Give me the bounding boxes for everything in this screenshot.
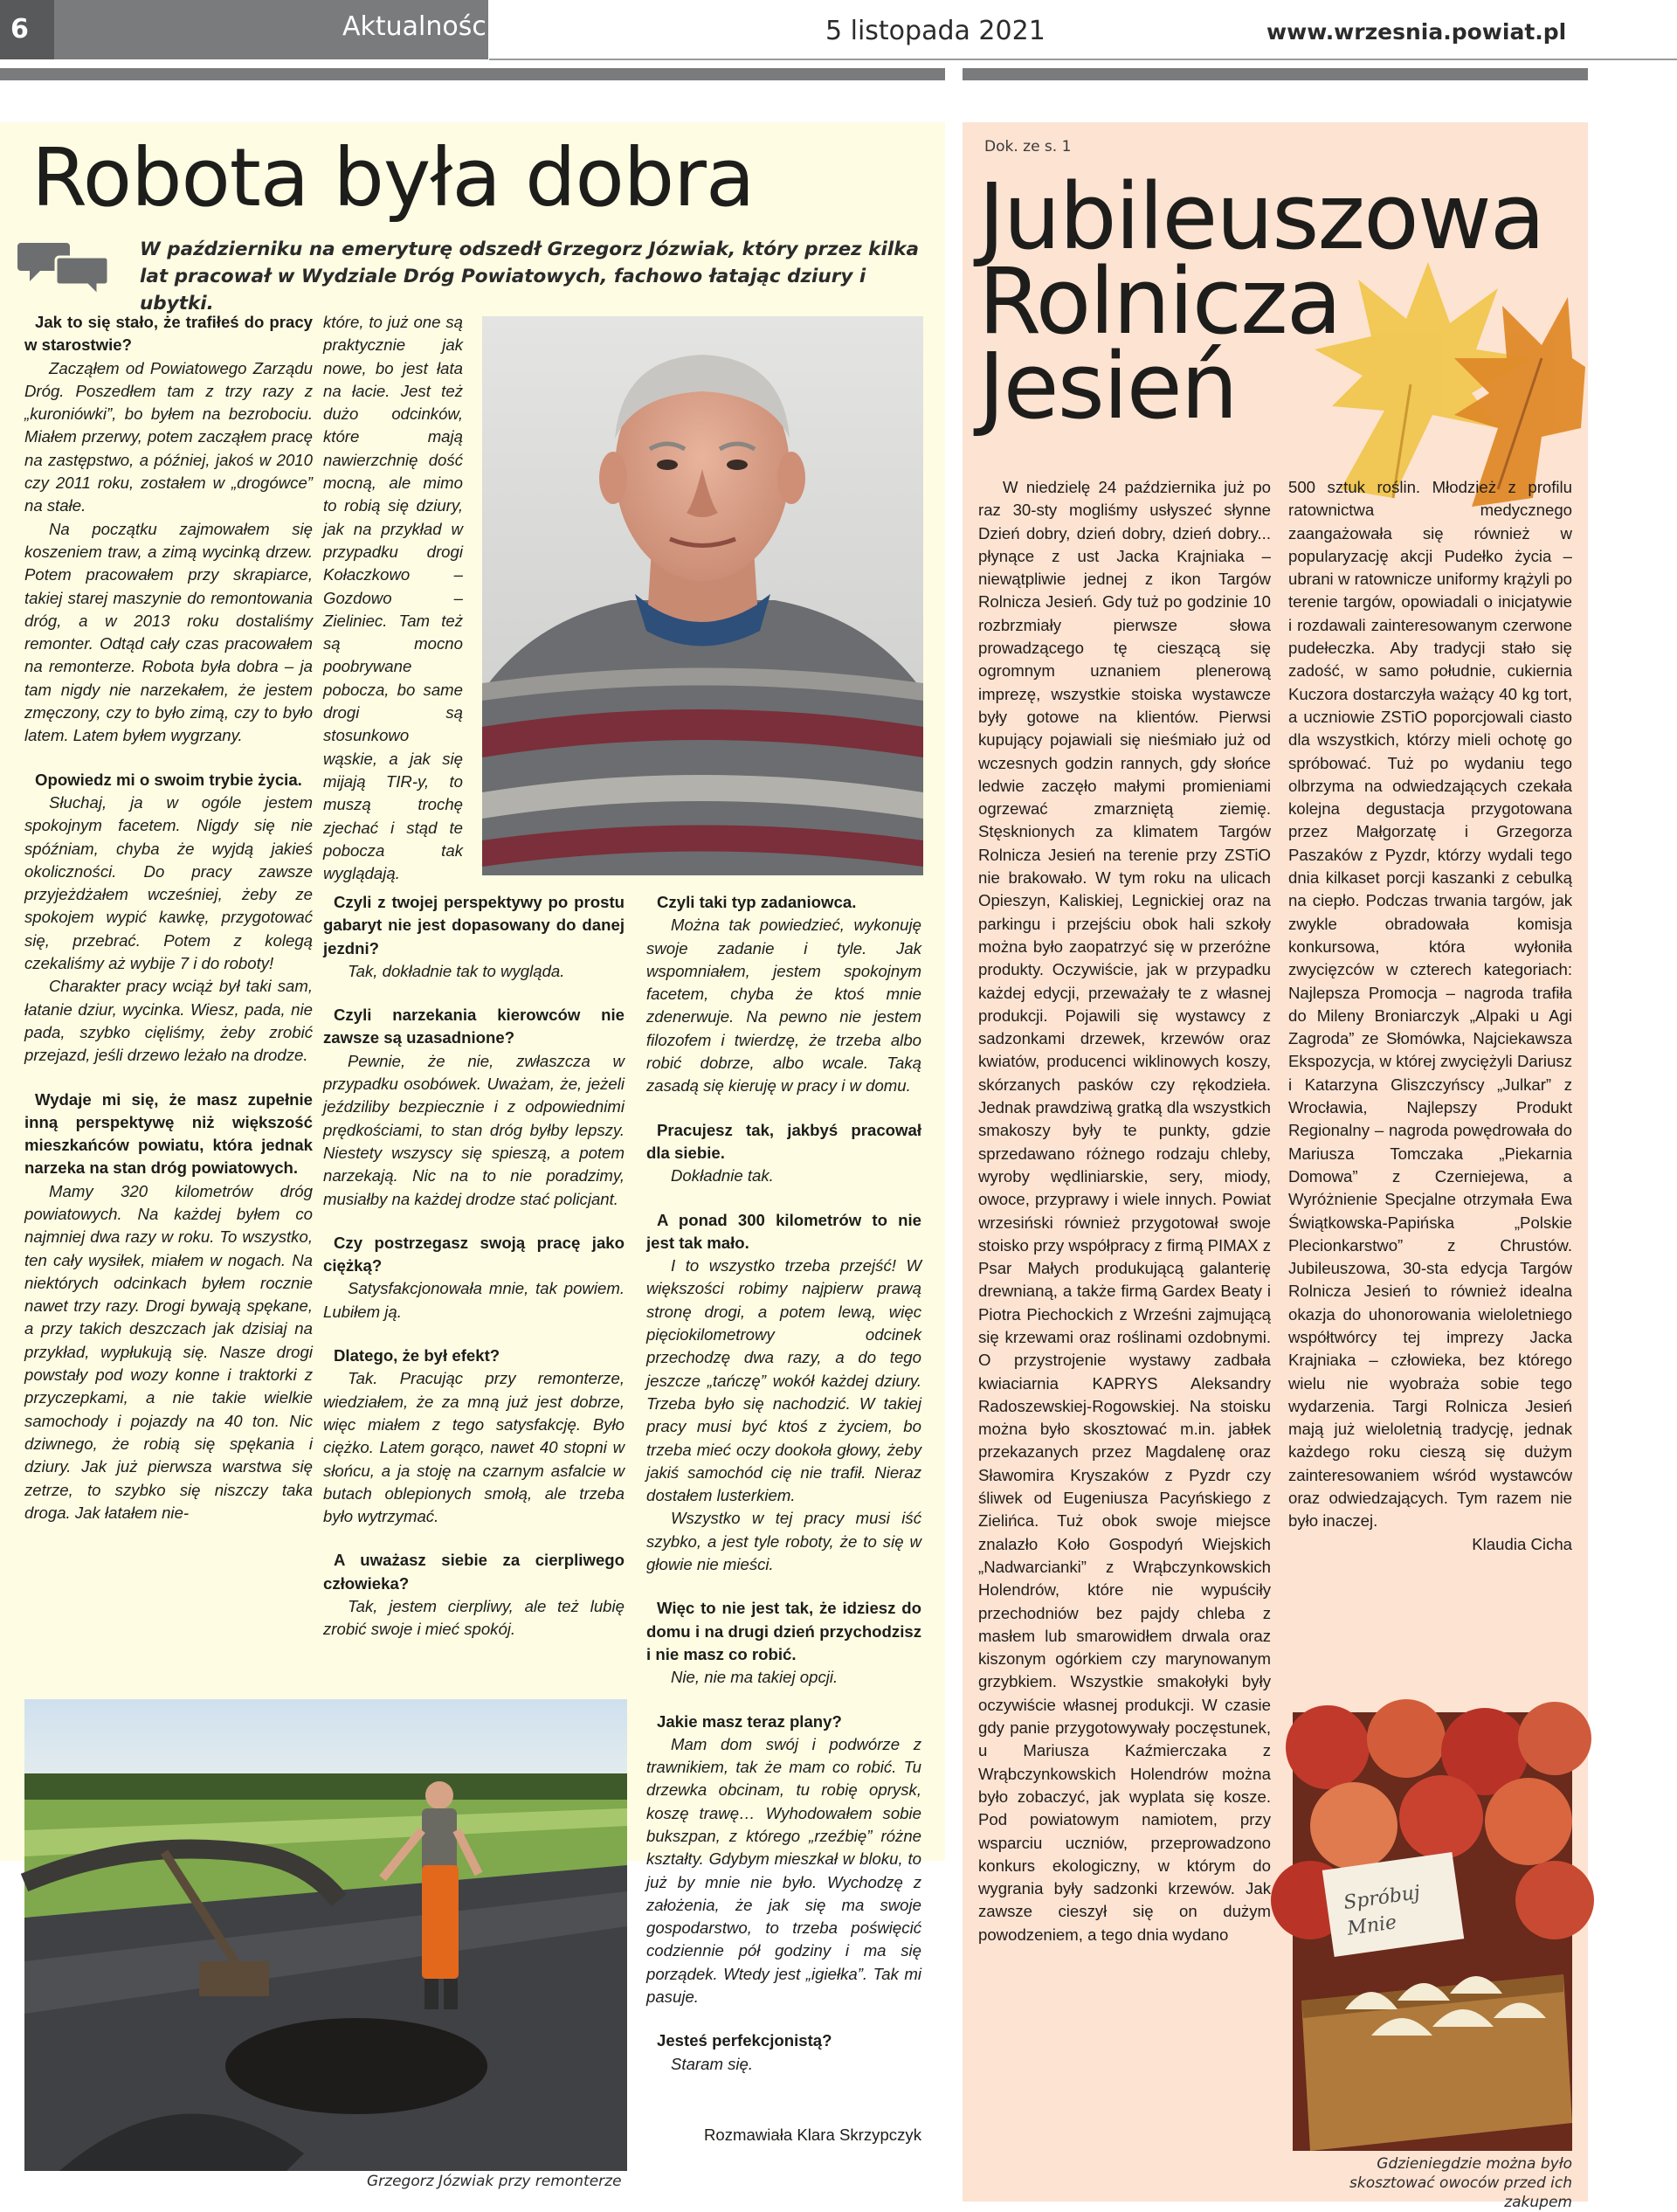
- fair-column-2: [1288, 476, 1572, 1556]
- right-article-title: [978, 163, 1544, 439]
- interview-answer: Dokładnie tak.: [671, 1166, 774, 1185]
- interview-answer: Na początku zajmowałem się koszeniem traw, a zimą wycinką drzew. Potem pracowałem przy skrapiarce, takiej starej maszynie do remontowania dróg, a w 2013 roku dostaliśmy remonter. Odtąd cały czas pracowałem na remonterze. Robota była dobra – ja tam nigdy nie narzekałem, że jestem zmęczony, czy to było zimą, czy to było latem. Latem byłem wygrzany.: [24, 519, 313, 745]
- interview-credit: Rozmawiała Klara Skrzypczyk: [703, 2126, 921, 2144]
- page-number: 6: [0, 0, 54, 59]
- interview-answer: Tak, jestem cierpliwy, ale też lubię zrobić swoje i mieć spokój.: [323, 1597, 625, 1639]
- interview-question: Opowiedz mi o swoim trybie życia.: [35, 770, 302, 789]
- interview-question: A uważasz siebie za cierpliwego człowieka?: [323, 1551, 625, 1593]
- interview-answer: Można tak powiedzieć, wykonuję swoje zadanie i tyle. Jak wspomniałem, jestem spokojnym facetem, chyba że ktoś mnie zdenerwuje. Na pewno nie jestem filozofem i twierdzę, że trzeba albo robić dobrze, albo wcale. Taką zasadą się kieruję w pracy i w domu.: [646, 916, 921, 1096]
- fair-author: Klaudia Cicha: [1472, 1534, 1572, 1553]
- site-url[interactable]: www.wrzesnia.powiat.pl: [1266, 19, 1567, 45]
- interview-question: Jesteś perfekcjonistą?: [657, 2031, 832, 2050]
- header-bar-left: [0, 68, 945, 80]
- interview-answer: Staram się.: [671, 2054, 754, 2073]
- issue-date: 5 listopada 2021: [825, 16, 1046, 46]
- fair-column-1: [978, 476, 1271, 1946]
- interview-question: Czyli z twojej perspektywy po prostu gabaryt nie jest dopasowany do danej jezdni?: [323, 893, 625, 957]
- speech-bubbles-icon: [17, 238, 114, 299]
- interview-column-2b: [323, 891, 625, 1642]
- interview-question: Czy postrzegasz swoją pracę jako ciężką?: [323, 1233, 625, 1275]
- interview-question: Dlatego, że był efekt?: [334, 1346, 500, 1365]
- interview-answer: Wszystko w tej pracy musi iść szybko, a jest tyle roboty, że to się w głowie nie mieści.: [646, 1509, 921, 1574]
- section-label: Aktualności: [54, 0, 488, 59]
- apples-photo: [1293, 1712, 1572, 2151]
- road-repair-photo: [24, 1699, 627, 2171]
- left-article-title: Robota była dobra: [31, 131, 755, 225]
- interview-answer: Satysfakcjonowała mnie, tak powiem. Lubiłem ją.: [323, 1279, 625, 1321]
- interview-answer: Pewnie, że nie, zwłaszcza w przypadku osobówek. Uważam, że, jeżeli jeździliby bezpiecznie i z odpowiednimi prędkościami, to stan dróg byłby lepszy. Niestety wszyscy się spieszą, a potem narzekają. Nic na to nie poradzimy, musiałby na każdej drodze stać policjant.: [323, 1051, 625, 1208]
- interview-answer: Nie, nie ma takiej opcji.: [671, 1668, 838, 1687]
- fair-paragraph-2: 500 sztuk roślin. Młodzież z profilu ratownictwa medycznego zaangażowała się również w popularyzację akcji Pudełko życia – ubrani w ratownicze uniformy krążyli po terenie targów, opowiadali o inicjatywie i rozdawali zainteresowanym czerwone pudełeczka. Aby tradycji stało się zadość, w samo południe, cukiernia Kuczora dostarczyła ważący 40 kg tort, a uczniowie ZSTiO poporcjowali ciasto dla wszystkich, którzy mieli ochotę go spróbować. Tuż po wydaniu tego olbrzyma na odwiedzających czekała kolejna degustacja przygotowana przez Małgorzatę i Grzegorza Paszaków z Pyzdr, którzy wydali tego dnia kilkaset porcji kaszanki z cebulką na ciepło. Podczas trwania targów, jak zwykle obradowała komisja konkursowa, która wyłoniła zwycięzców w czterech kategoriach: Najlepsza Promocja – nagroda trafiła do Mileny Broniarczyk „Alpaki u Agi Zagroda” ze Słomówka, Najciekawsza Ekspozycja, w której zwyciężyli Dariusz i Katarzyna Gliszczyńscy „Julkar” z Wrocławia, Najlepszy Produkt Regionalny – nagroda powędrowała do Mariusza Tomczaka „Piekarnia Domowa” z Czerniejewa, a Wyróżnienie Specjalne otrzymała Ewa Świątkowska-Papińska „Polskie Plecionkarstwo” z Chrustów. Jubileuszowa, 30-sta edycja Targów Rolnicza Jesień to również idealna okazja do uhonorowania wieloletniego współtwórcy tej imprezy Jacka Krajniaka – człowieka, bez którego wielu nie wyobraża sobie tego wydarzenia. Targi Rolnicza Jesień mają już wieloletnią tradycję, jednak każdego roku cieszą się dużym zainteresowaniem wśród wystawców oraz odwiedzających. Tym razem nie było inaczej.: [1288, 478, 1572, 1531]
- fair-paragraph-1: W niedzielę 24 października już po raz 30-sty mogliśmy usłyszeć słynne Dzień dobry, dzień dobry, dzień dobry... płynące z ust Jacka Krajniaka – niewątpliwie jednej z ikon Targów Rolnicza Jesień. Gdy tuż po godzinie 10 rozbrzmiały pierwsze słowa prowadzącego tę cieszącą się ogromnym uznaniem plenerową imprezę, wszystkie stoiska wystawcze były gotowe na klientów. Pierwsi kupujący pojawiali się nieśmiało już od wczesnych godzin rannych, gdy słońce ledwie zaczęło małymi promieniami ogrzewać zmarzniętą ziemię. Stęsknionych za klimatem Targów Rolnicza Jesień na terenie przy ZSTiO nie brakowało. W tym roku na ulicach Opieszyn, Kaliskiej, Legnickiej oraz na parkingu i przejściu obok hali szkoły można było zaopatrzyć się w przeróżne produkty. Oczywiście, jak w przypadku każdej edycji, przeważały te z własnej produkcji. Pojawili się wystawcy z sadzonkami drzewek, krzewów oraz kwiatów, producenci wiklinowych koszy, skórzanych pasków czy rękodzieła. Jednak prawdziwą gratką dla wszystkich smakoszy były te punkty, gdzie sprzedawano różnego rodzaju chleby, wyroby wędliniarskie, sery, miody, owoce, przyprawy i wiele innych. Powiat wrzesiński również przygotował swoje stoisko przy współpracy z firmą PIMAX z Psar Małych produkującą galanterię drewnianą, a także firmą Gardex Beaty i Piotra Piechockich z Wrześni zajmującą się krzewami oraz roślinami ozdobnymi. O przystrojenie wystawy zadbała kwiaciarnia KAPRYS Aleksandry Radoszewskiej-Rogowskiej. Na stoisku można było skosztować m.in. jabłek przekazanych przez Magdalenę oraz Sławomira Kryszaków z Pyzdr czy śliwek od Eugeniusza Pacyńskiego z Zielińca. Tuż obok swoje miejsce znalazło Koło Gospodyń Wiejskich „Nadwarcianki” z Wrąbczynkowskich Holendrów, które nie wypuściły przechodniów bez pajdy chleba z masłem lub smarowidłem drwala oraz kiszonym ogórkiem czy marynowanym grzybkiem. Wszystkie smakołyki były oczywiście własnej produkcji. W czasie gdy panie przygotowywały poczęstunek, u Mariusza Kaźmierczaka z Wrąbczynkowskich Holendrów można było zobaczyć, jak wyplata się kosze. Pod powiatowym namiotem, przy wsparciu uczniów, przeprowadzono konkurs ekologiczny, w którym do wygrania były sadzonki krzewów. Jak zawsze cieszył się on dużym powodzeniem, a tego dnia wydano: [978, 478, 1271, 1944]
- road-photo-caption: Grzegorz Józwiak przy remonterze: [367, 2173, 622, 2190]
- interview-answer: Słuchaj, ja w ogóle jestem spokojnym facetem. Nigdy się nie spóźniam, chyba że wyjdą jakieś okoliczności. Do pracy zawsze przyjeżdżałem wcześniej, żeby ze spokojem wypić kawkę, przygotować się, przebrać. Potem z kolegą czekaliśmy aż wybije 7 i do roboty!: [24, 792, 313, 973]
- interview-question: A ponad 300 kilometrów to nie jest tak mało.: [646, 1210, 921, 1252]
- interview-answer: Mam dom swój i podwórze z trawnikiem, tak że mam co robić. Tu drzewka obcinam, tu robię oprysk, koszę trawę… Wyhodowałem sobie bukszpan, z którego „rzeźbię” różne kształty. Gdybym mieszkał w bloku, to już by mnie nie było. Wychodzę z założenia, że jak się ma swoje gospodarstwo, to trzeba poświęcić codziennie pół godziny i ma się porządek. Wtedy jest „igiełka”. Tak mi pasuje.: [646, 1734, 921, 2007]
- right-title-line-2: Rolnicza: [978, 248, 1341, 355]
- interview-question: Czyli taki typ zadaniowca.: [657, 893, 857, 911]
- interview-column-1: [24, 311, 313, 1524]
- apples-sign-text: Spróbuj Mnie: [1342, 1882, 1422, 1940]
- portrait-photo: [482, 316, 923, 875]
- interview-question: Wydaje mi się, że masz zupełnie inną perspektywę niż większość mieszkańców powiatu, która jednak narzeka na stan dróg powiatowych.: [24, 1089, 313, 1178]
- right-title-line-1: Jubileuszowa: [978, 163, 1544, 270]
- interview-answer: Mamy 320 kilometrów dróg powiatowych. Na każdej byłem co najmniej dwa razy w roku. To wszystko, ten cały wysiłek, miałem w nogach. Na niektórych odcinkach byłem rocznie nawet trzy razy. Drogi bywają spękane, a przy takich deszczach jak dzisiaj na przykład, wypłukują się. Nasze drogi powstały pod wozy konne i traktorki z przyczepkami, a nie takie wielkie samochody i pojazdy na 40 ton. Nic dziwnego, że robią się spękania i dziury. Jak już pierwsza warstwa się zetrze, to szybko się niszczy taka droga. Jak łatałem nie-: [24, 1181, 313, 1522]
- interview-question: Pracujesz tak, jakbyś pracował dla siebie.: [646, 1120, 921, 1162]
- header-rule: [489, 59, 1677, 60]
- apples-photo-caption: Gdzieniegdzie można było skosztować owoców przed ich zakupem: [1349, 2155, 1572, 2211]
- interview-question: Więc to nie jest tak, że idziesz do domu i na drugi dzień przychodzisz i nie masz co robić.: [646, 1599, 921, 1663]
- right-title-line-3: Jesień: [978, 333, 1237, 439]
- interview-answer: Charakter pracy wciąż był taki sam, łatanie dziur, wycinka. Wiesz, pada, nie pada, szybko cięliśmy, żeby zrobić przejazd, jeśli drzewo leżało na drodze.: [24, 977, 313, 1065]
- interview-column-2: [323, 311, 463, 885]
- interview-answer: Zacząłem od Powiatowego Zarządu Dróg. Poszedłem tam z trzy razy z „kuroniówki”, bo byłem na bezrobociu. Miałem przerwy, potem zacząłem pracę na zastępstwo, a później, jakoś w 2010 czy 2011 roku, zostałem w „drogówce” na stałe.: [24, 358, 313, 515]
- interview-answer: Tak. Pracując przy remonterze, wiedziałem, że za mną już jest dobrze, więc miałem z tego satysfakcję. Było ciężko. Latem gorąco, nawet 40 stopni w słońcu, a ja stoję na czarnym asfalcie w butach oblepionych smołą, ale trzeba było wytrzymać.: [323, 1369, 625, 1526]
- interview-column-3: [646, 891, 921, 2076]
- interview-question: Jak to się stało, że trafiłeś do pracy w starostwie?: [24, 313, 313, 355]
- interview-question: Czyli narzekania kierowców nie zawsze są uzasadnione?: [323, 1006, 625, 1047]
- left-article-lead: W październiku na emeryturę odszedł Grzegorz Józwiak, który przez kilka lat pracował w Wydziale Dróg Powiatowych, fachowo łatając dziury i ubytki.: [140, 238, 920, 315]
- continued-note: Dok. ze s. 1: [984, 138, 1072, 156]
- header-bar-right: [963, 68, 1588, 80]
- interview-answer: I to wszystko trzeba przejść! W większości robimy najpierw prawą stronę drogi, a potem lewą, więc pięciokilometrowy odcinek przechodzę dwa razy, a do tego jeszcze „tańczę” wokół każdej dziury. Trzeba było się nachodzić. W takiej pracy musi być ktoś z życiem, bo trzeba mieć oczy dookoła głowy, żeby jakiś samochód cię nie trafił. Nieraz dostałem lusterkiem.: [646, 1256, 921, 1505]
- interview-answer: które, to już one są praktycznie jak nowe, bo jest łata na łacie. Jest też dużo odcinków, które mają nawierzchnię dość mocną, ale mimo to robią się dziury, jak na przykład w przypadku drogi Kołaczkowo – Gozdowo – Zieliniec. Tam też są mocno poobrywane pobocza, bo same drogi są stosunkowo wąskie, a jak się mijają TIR-y, to muszą trochę zjechać i stąd te pobocza tak wyglądają.: [323, 313, 463, 883]
- interview-question: Jakie masz teraz plany?: [657, 1711, 842, 1731]
- interview-answer: Tak, dokładnie tak to wygląda.: [348, 961, 565, 980]
- interview-credit-wrap: [646, 2101, 921, 2146]
